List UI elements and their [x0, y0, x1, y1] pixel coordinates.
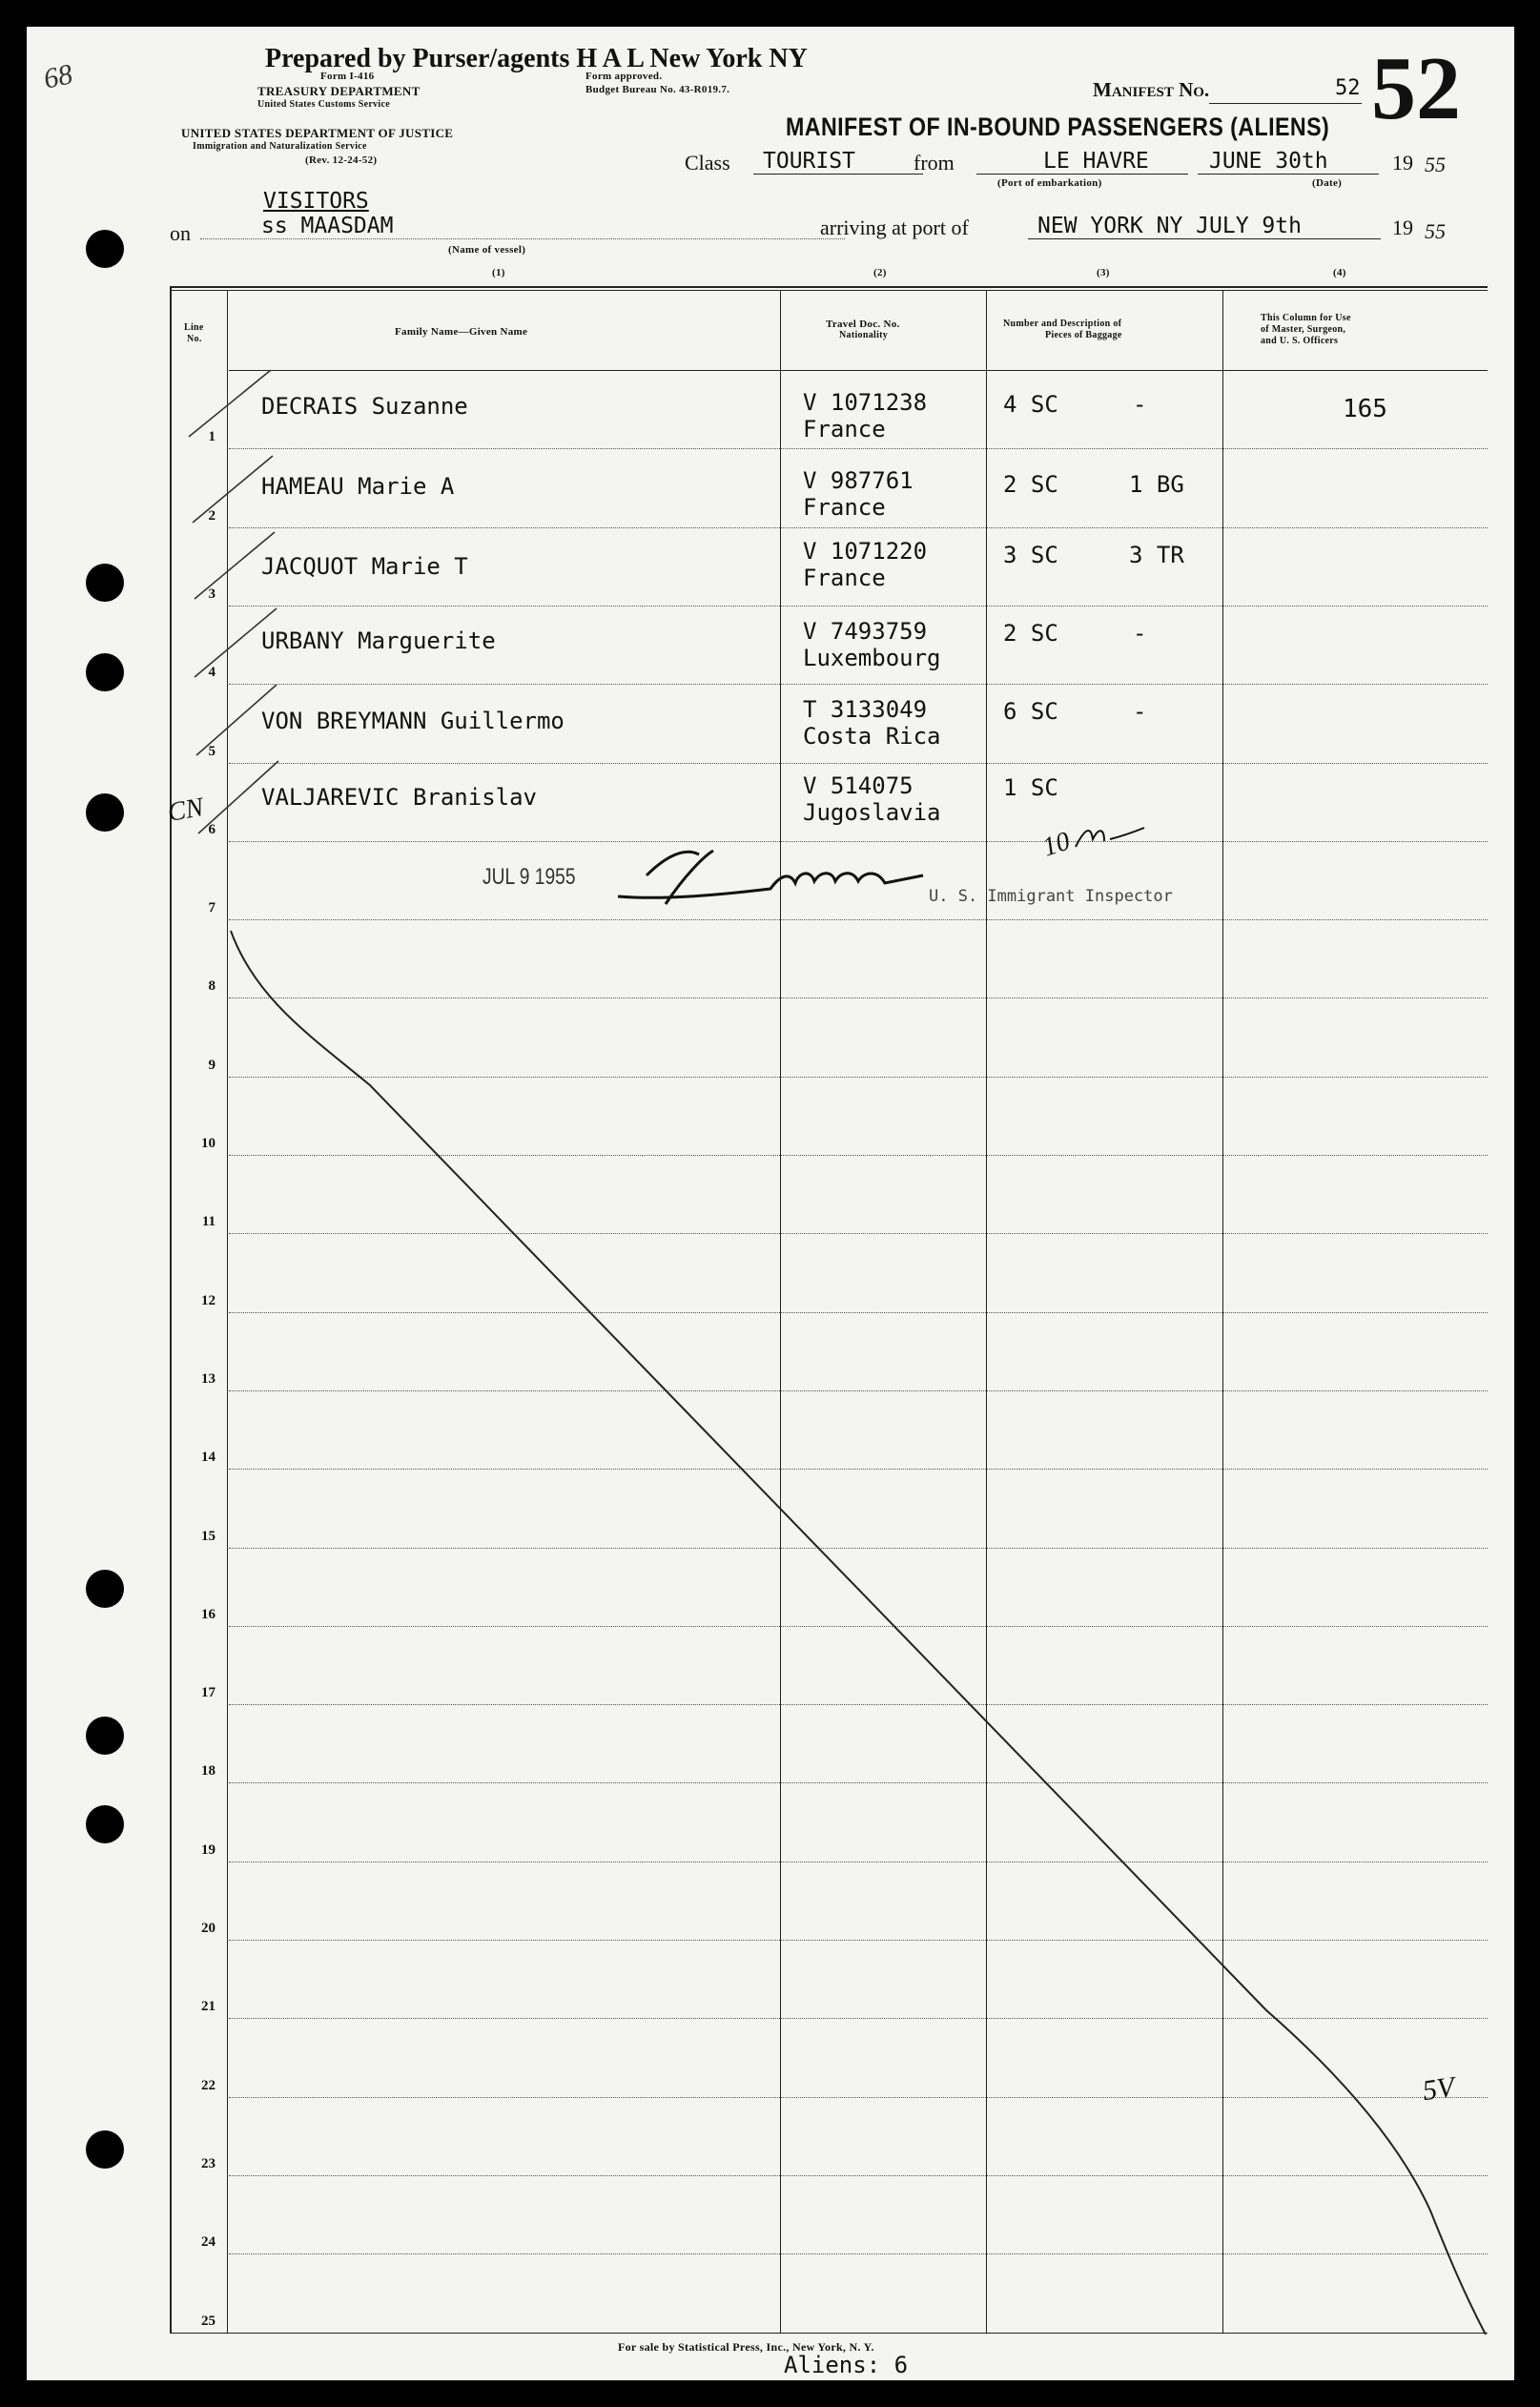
inspector-title: U. S. Immigrant Inspector [929, 887, 1173, 906]
row-1-nationality: France [803, 416, 886, 442]
row-3-name: JACQUOT Marie T [261, 553, 468, 580]
row-1-bag2: - [1133, 391, 1147, 418]
budget-bureau: Budget Bureau No. 43-R019.7. [585, 84, 730, 95]
line-number: 1 [208, 429, 216, 445]
manifest-no-typed: 52 [1335, 76, 1361, 100]
header-doc-1: Travel Doc. No. [826, 319, 900, 330]
margin-mark: CN [165, 792, 206, 829]
row-5-bag1: 6 SC [1003, 698, 1058, 725]
header-officers-3: and U. S. Officers [1261, 336, 1339, 346]
header-line-no-2: No. [187, 334, 202, 344]
line-number: 7 [208, 900, 216, 916]
printer-imprint: For sale by Statistical Press, Inc., New York, N. Y. [618, 2340, 874, 2354]
year-prefix: 19 [1392, 151, 1413, 175]
row-1-doc: V 1071238 [803, 389, 928, 416]
date-value: JUNE 30th [1209, 149, 1328, 174]
form-treasury: TREASURY DEPARTMENT [257, 84, 421, 98]
header-doc-2: Nationality [839, 330, 889, 340]
on-label: on [170, 221, 191, 245]
prepared-by: Prepared by Purser/agents H A L New York NY [265, 44, 808, 73]
line-number: 3 [208, 586, 216, 602]
row-1-officer: 165 [1343, 395, 1387, 423]
row-5-bag2: - [1133, 698, 1147, 725]
colnum-4: (4) [1333, 267, 1346, 278]
inspection-date-stamp: JUL 9 1955 [483, 864, 576, 890]
margin-note: 68 [40, 58, 75, 95]
row-3-bag1: 3 SC [1003, 542, 1058, 568]
manifest-no-large: 52 [1371, 39, 1461, 138]
arrival-year-prefix: 19 [1392, 216, 1413, 239]
arrival-value: NEW YORK NY JULY 9th [1037, 214, 1302, 238]
header-officers-1: This Column for Use [1261, 313, 1351, 323]
line-number: 19 [201, 1841, 216, 1858]
row-6-bag1: 1 SC [1003, 774, 1058, 801]
header-name: Family Name—Given Name [395, 326, 528, 338]
from-value: LE HAVRE [1043, 149, 1149, 174]
line-number: 20 [201, 1921, 216, 1936]
header-line-no-1: Line [184, 322, 204, 333]
row-4-bag2: - [1133, 620, 1147, 647]
row-6-nationality: Jugoslavia [803, 799, 941, 826]
visitors-note: VISITORS [263, 189, 369, 214]
row-4-doc: V 7493759 [803, 618, 928, 645]
colnum-2: (2) [873, 267, 887, 278]
line-number: 5 [208, 743, 216, 759]
line-number: 16 [201, 1606, 216, 1622]
line-number: 12 [201, 1292, 216, 1308]
header-officers-2: of Master, Surgeon, [1261, 324, 1346, 335]
row-1-bag1: 4 SC [1003, 391, 1058, 418]
manifest-sheet [27, 27, 1514, 2380]
row-4-bag1: 2 SC [1003, 620, 1058, 647]
manifest-no-label: Manifest No. [1093, 78, 1210, 101]
vessel-caption: (Name of vessel) [448, 244, 526, 256]
row-4-name: URBANY Marguerite [261, 627, 496, 654]
line-number: 9 [208, 1057, 216, 1073]
row-2-nationality: France [803, 494, 886, 521]
manifest-title: MANIFEST OF IN-BOUND PASSENGERS (ALIENS) [786, 113, 1330, 141]
form-customs: United States Customs Service [257, 99, 390, 110]
handwritten-note: 10 [1038, 826, 1074, 863]
line-number: 8 [208, 978, 216, 995]
row-3-nationality: France [803, 565, 886, 591]
row-2-bag2: 1 BG [1129, 471, 1184, 498]
dept-justice: UNITED STATES DEPARTMENT OF JUSTICE [181, 126, 454, 140]
line-number: 23 [201, 2155, 216, 2171]
row-6-name: VALJAREVIC Branislav [261, 784, 537, 811]
row-2-name: HAMEAU Marie A [261, 473, 455, 500]
dept-rev: (Rev. 12-24-52) [305, 154, 378, 166]
header-baggage-1: Number and Description of [1003, 319, 1122, 329]
row-1-name: DECRAIS Suzanne [261, 393, 468, 420]
line-number: 24 [201, 2234, 216, 2251]
form-approved: Form approved. [585, 71, 663, 82]
form-number: Form I-416 [320, 71, 375, 82]
row-2-bag1: 2 SC [1003, 471, 1058, 498]
row-3-doc: V 1071220 [803, 538, 928, 565]
row-4-nationality: Luxembourg [803, 645, 941, 671]
year-value: 55 [1425, 153, 1446, 176]
line-number: 18 [201, 1763, 216, 1780]
line-number: 6 [208, 821, 216, 837]
colnum-1: (1) [492, 267, 505, 278]
date-caption: (Date) [1312, 177, 1343, 189]
row-3-bag2: 3 TR [1129, 542, 1184, 568]
vessel-value: ss MAASDAM [261, 214, 394, 238]
dept-ins: Immigration and Naturalization Service [193, 141, 367, 152]
class-label: Class [685, 151, 730, 175]
line-number: 2 [208, 507, 216, 524]
corner-mark: 5V [1420, 2070, 1457, 2108]
line-number: 4 [208, 665, 216, 681]
port-caption: (Port of embarkation) [997, 177, 1102, 189]
row-5-name: VON BREYMANN Guillermo [261, 708, 565, 734]
colnum-3: (3) [1097, 267, 1110, 278]
from-label: from [914, 151, 955, 175]
cancellation-line [27, 27, 1514, 2380]
line-number: 25 [201, 2313, 216, 2329]
row-5-doc: T 3133049 [803, 696, 928, 723]
row-2-doc: V 987761 [803, 467, 914, 494]
line-number: 15 [201, 1528, 216, 1544]
aliens-total: Aliens: 6 [784, 2352, 909, 2378]
line-number: 22 [201, 2077, 216, 2093]
line-number: 10 [201, 1136, 216, 1151]
row-5-nationality: Costa Rica [803, 723, 941, 750]
line-number: 17 [201, 1685, 216, 1701]
row-6-doc: V 514075 [803, 772, 914, 799]
line-number: 11 [201, 1214, 216, 1230]
line-number: 21 [201, 1999, 216, 2015]
header-baggage-2: Pieces of Baggage [1045, 330, 1122, 340]
line-number: 13 [201, 1370, 216, 1387]
arrival-year: 55 [1425, 219, 1446, 243]
arriving-label: arriving at port of [820, 216, 969, 239]
class-value: TOURIST [763, 149, 855, 174]
line-number: 14 [201, 1450, 216, 1466]
